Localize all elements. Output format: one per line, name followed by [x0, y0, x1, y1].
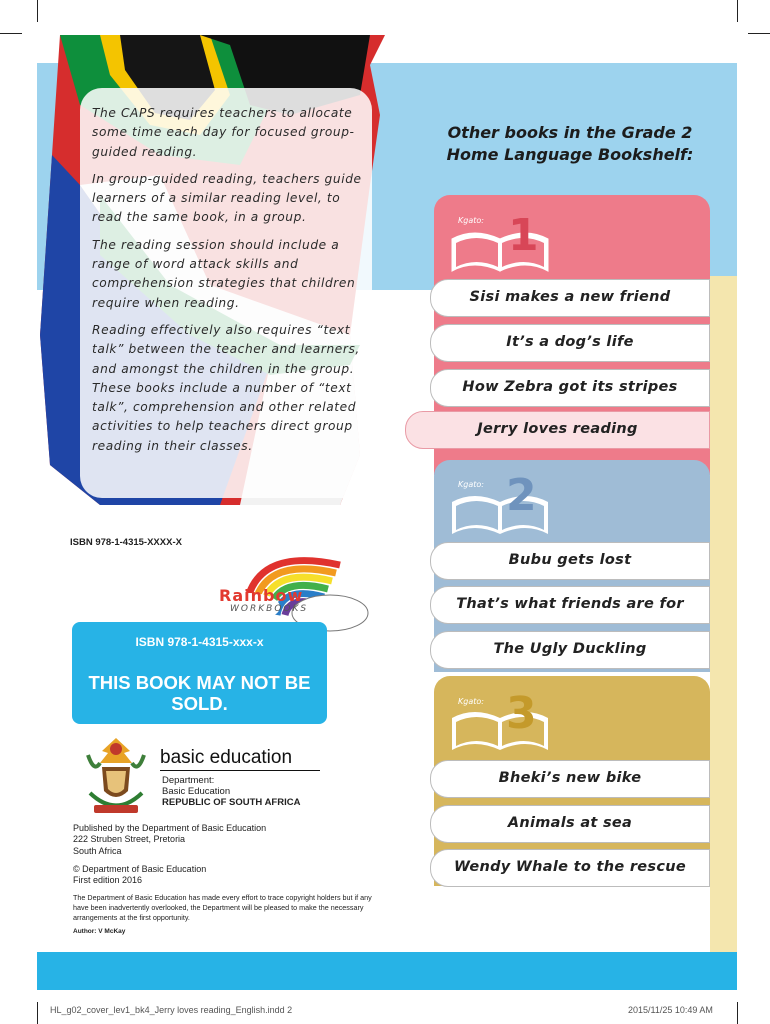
publisher-address: [73, 823, 266, 857]
republic-label: REPUBLIC OF SOUTH AFRICA: [162, 797, 301, 808]
bookshelf-title: Other books in the Grade 2 Home Language Bookshelf:: [446, 123, 694, 164]
crop-mark: [0, 33, 22, 34]
intro-paragraph: In group-guided reading, teachers guide learners of a similar reading level, to read the same book, in a group.: [92, 171, 362, 225]
kgato-label: Kgato:: [458, 697, 484, 706]
book-title: Bheki’s new bike: [430, 760, 710, 798]
kgato-label: Kgato:: [458, 480, 484, 489]
logo-line2: WORKBOOKS: [230, 604, 309, 614]
crop-mark: [748, 33, 770, 34]
current-book-title: Jerry loves reading: [405, 411, 710, 449]
publisher-line: 222 Struben Street, Pretoria: [73, 834, 186, 845]
isbn-box: ISBN 978-1-4315-xxx-x: [135, 635, 264, 649]
book-title: Bubu gets lost: [430, 542, 710, 580]
intro-text: [92, 104, 364, 464]
author: Author: V McKay: [73, 928, 126, 935]
crop-mark: [37, 1002, 38, 1024]
isbn-top: ISBN 978-1-4315-XXXX-X: [70, 537, 182, 548]
file-slug: HL_g02_cover_lev1_bk4_Jerry loves reading_English.indd 2: [50, 1005, 293, 1015]
book-title: Wendy Whale to the rescue: [430, 849, 710, 887]
level-number: 3: [506, 688, 537, 739]
intro-paragraph: The CAPS requires teachers to allocate some time each day for focused group-guided reading.: [92, 106, 355, 159]
department-label: [162, 775, 230, 797]
publisher-line: Published by the Department of Basic Education: [73, 823, 267, 833]
level-number: 1: [508, 210, 539, 261]
intro-paragraph: Reading effectively also requires “text talk” between the teacher and learners, and amongst the children in the group. These books include a number of “text talk”, comprehension and other related activities to help teachers direct group reading in their classes.: [92, 322, 360, 453]
crop-mark: [37, 0, 38, 22]
intro-paragraph: The reading session should include a range of word attack skills and comprehension strategies that children require when reading.: [92, 237, 356, 310]
bookshelf-stripe: [710, 276, 737, 952]
department-line: Basic Education: [162, 786, 231, 797]
coat-of-arms-icon: [80, 733, 152, 823]
copyright-line: © Department of Basic Education: [73, 864, 207, 874]
not-for-sale-text: THIS BOOK MAY NOT BE SOLD.: [88, 672, 311, 714]
book-title: How Zebra got its stripes: [430, 369, 710, 407]
book-icon: [446, 205, 706, 277]
book-icon: [446, 468, 706, 540]
copyright: [73, 864, 206, 887]
footer-bar: [37, 952, 737, 990]
department-line: Department:: [162, 775, 215, 786]
book-title: It’s a dog’s life: [430, 324, 710, 362]
level-number: 2: [506, 470, 537, 521]
crop-mark: [737, 0, 738, 22]
divider: [160, 770, 320, 771]
book-title: That’s what friends are for: [430, 586, 710, 624]
book-title: Animals at sea: [430, 805, 710, 843]
department-title: basic education: [160, 747, 293, 768]
logo-line1: Rainbow: [219, 586, 304, 605]
date-slug: 2015/11/25 10:49 AM: [628, 1005, 713, 1015]
disclaimer: The Department of Basic Education has made every effort to trace copyright holders but if any have been inadvertently overlooked, the Department will be pleased to make the necessary arrangements at the first opportunity.: [73, 893, 372, 923]
crop-mark: [737, 1002, 738, 1024]
publisher-line: South Africa: [73, 845, 122, 856]
book-icon: [446, 684, 706, 756]
book-title: Sisi makes a new friend: [430, 279, 710, 317]
kgato-label: Kgato:: [458, 216, 484, 225]
book-title: The Ugly Duckling: [430, 631, 710, 669]
edition-line: First edition 2016: [73, 875, 143, 886]
